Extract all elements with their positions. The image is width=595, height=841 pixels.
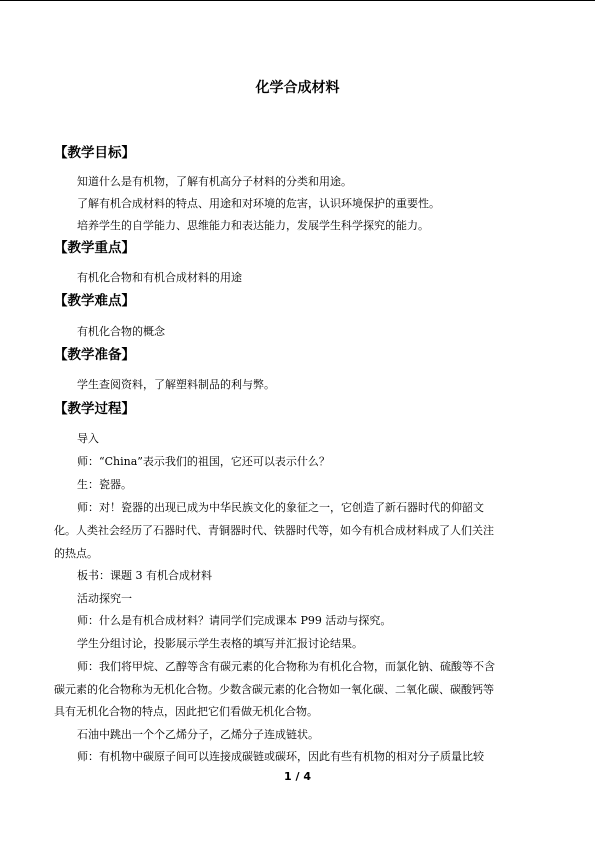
paragraph-line: 化。人类社会经历了石器时代、青铜器时代、铁器时代等，如今有机合成材料成了人们关注	[54, 524, 494, 537]
paragraph-line: 活动探究一	[77, 592, 132, 605]
paragraph-line: 师：对！瓷器的出现已成为中华民族文化的象征之一，它创造了新石器时代的仰韶文	[77, 501, 484, 514]
section-heading-preparation: 【教学准备】	[54, 347, 135, 363]
paragraph-line: 导入	[77, 432, 99, 445]
paragraph-line: 师：什么是有机合成材料？请同学们完成课本 P99 活动与探究。	[77, 614, 392, 627]
paragraph-line: 的热点。	[54, 547, 98, 560]
paragraph-line: 碳元素的化合物称为无机化合物。少数含碳元素的化合物如一氧化碳、二氧化碳、碳酸钙等	[54, 683, 494, 696]
paragraph-line: 学生查阅资料，了解塑料制品的利与弊。	[77, 378, 275, 391]
paragraph-line: 师：我们将甲烷、乙醇等含有碳元素的化合物称为有机化合物，而氯化钠、硫酸等不含	[77, 660, 495, 673]
paragraph-line: 培养学生的自学能力、思维能力和表达能力，发展学生科学探究的能力。	[77, 219, 429, 232]
page-number: 1 / 4	[284, 770, 311, 783]
paragraph-line: 有机化合物和有机合成材料的用途	[77, 271, 242, 284]
paragraph-line: 石油中跳出一个个乙烯分子，乙烯分子连成链状。	[77, 728, 319, 741]
paragraph-line: 师：“China”表示我们的祖国，它还可以表示什么？	[77, 455, 330, 468]
section-heading-difficulties: 【教学难点】	[54, 293, 135, 309]
paragraph-line: 具有无机化合物的特点，因此把它们看做无机化合物。	[54, 705, 318, 718]
paragraph-line: 了解有机合成材料的特点、用途和对环境的危害，认识环境保护的重要性。	[77, 197, 440, 210]
document-title: 化学合成材料	[255, 80, 340, 96]
paragraph-line: 学生分组讨论，投影展示学生表格的填写并汇报讨论结果。	[77, 637, 363, 650]
paragraph-line: 师：有机物中碳原子间可以连接成碳链或碳环，因此有些有机物的相对分子质量比较	[77, 750, 484, 763]
paragraph-line: 生：瓷器。	[77, 478, 132, 491]
paragraph-line: 知道什么是有机物，了解有机高分子材料的分类和用途。	[77, 175, 352, 188]
paragraph-line: 有机化合物的概念	[77, 325, 165, 338]
section-heading-goals: 【教学目标】	[54, 145, 135, 161]
page-top-border	[0, 0, 595, 1]
paragraph-line: 板书：课题 3 有机合成材料	[77, 569, 212, 582]
section-heading-process: 【教学过程】	[54, 401, 135, 417]
section-heading-key-points: 【教学重点】	[54, 240, 135, 256]
